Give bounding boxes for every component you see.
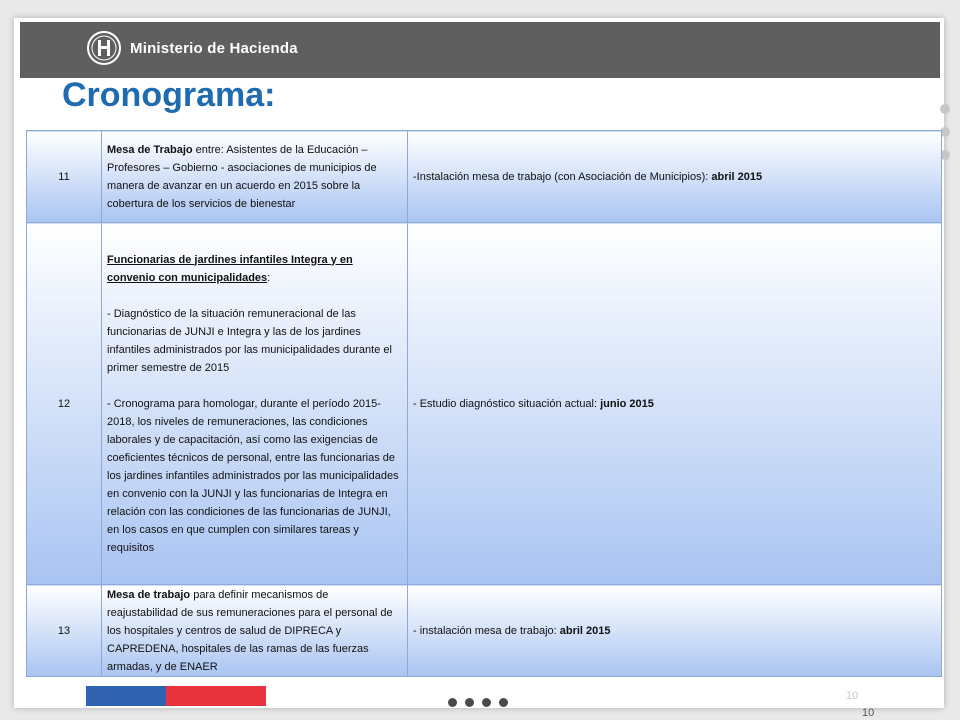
desc-heading: Funcionarias de jardines infantiles Integra y en convenio con municipalidades <box>107 253 353 284</box>
footer-bar-red <box>166 686 266 706</box>
row-result <box>408 131 942 223</box>
row-number: 13 <box>27 585 102 677</box>
row-description <box>102 131 408 223</box>
row-description <box>102 585 408 677</box>
ministry-name: Ministerio de Hacienda <box>130 39 298 57</box>
schedule-table <box>26 130 942 677</box>
result-text: - Estudio diagnóstico situación actual: <box>413 397 601 410</box>
ministry-logo <box>86 30 298 66</box>
result-date: abril 2015 <box>711 170 763 183</box>
page-title: Cronograma: <box>62 76 276 114</box>
table-row <box>27 585 942 677</box>
desc-text: para definir mecanismos de reajustabilidad de sus remuneraciones para el personal de los hospitales y centros de salud de DIPRECA y CAPREDENA, hospitales de las ramas de las fuerzas armadas, y de ENAER <box>107 588 393 673</box>
desc-item: - Diagnóstico de la situación remuneracional de las funcionarias de JUNJI e Integra y las de los jardines infantiles administrados por las municipalidades durante el primer semestre de 2015 <box>107 307 392 374</box>
page-number-repeat: 10 <box>862 707 875 719</box>
footer-dot <box>499 698 508 707</box>
table-row <box>27 131 942 223</box>
ministry-emblem-icon <box>86 30 122 66</box>
table-row <box>27 223 942 585</box>
row-result <box>408 585 942 677</box>
row-result <box>408 223 942 585</box>
footer-bar-blue <box>86 686 166 706</box>
result-date: abril 2015 <box>559 624 611 637</box>
row-number: 12 <box>27 223 102 585</box>
result-text: - instalación mesa de trabajo: <box>413 624 560 637</box>
page-number: 10 <box>846 690 859 702</box>
desc-lead: Mesa de Trabajo <box>107 143 193 156</box>
row-description <box>102 223 408 585</box>
result-text: -Instalación mesa de trabajo (con Asociación de Municipios): <box>413 170 712 183</box>
desc-heading-suffix: : <box>267 271 271 284</box>
footer-dot <box>482 698 491 707</box>
footer-dot <box>448 698 457 707</box>
result-date: junio 2015 <box>600 397 654 410</box>
decor-dot <box>940 104 950 114</box>
desc-text: entre: Asistentes de la Educación – Profesores – Gobierno - asociaciones de municipios de manera de avanzar en un acuerdo en 2015 sobre la cobertura de los servicios de bienestar <box>107 143 377 210</box>
footer-dot <box>465 698 474 707</box>
desc-lead: Mesa de trabajo <box>107 588 191 601</box>
footer-color-bars <box>86 686 266 706</box>
desc-item: - Cronograma para homologar, durante el período 2015-2018, los niveles de remuneraciones, las condiciones laborales y de capacitación, así como las exigencias de coeficientes técnicos de personal, entre las funcionarias de los jardines infantiles administrados por las municipalidades en convenio con la JUNJI y las funcionarias de Integra en relación con las condiciones de las funcionarias de JUNJI, en los casos en que cumplen con similares tareas y requisitos <box>107 397 399 554</box>
row-number: 11 <box>27 131 102 223</box>
